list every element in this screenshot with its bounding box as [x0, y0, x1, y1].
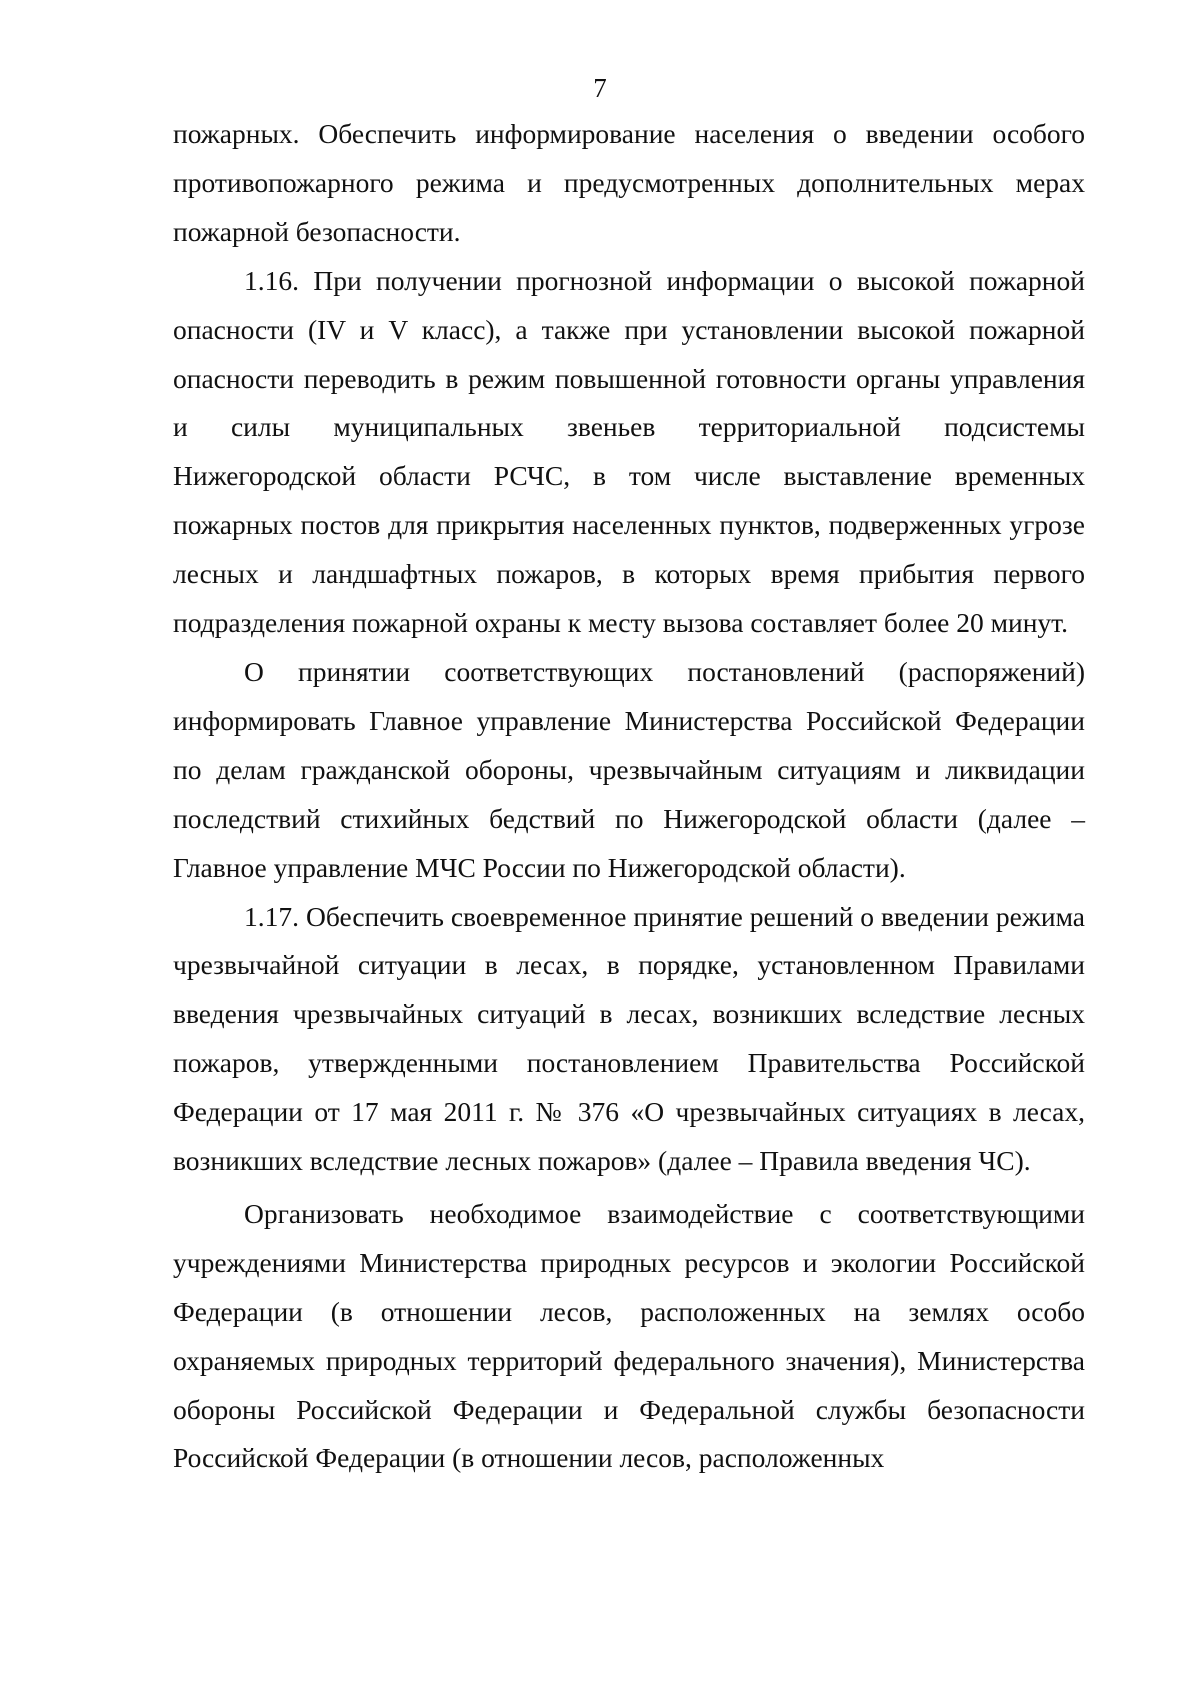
paragraph-1-16: 1.16. При получении прогнозной информации о высокой пожарной опасности (IV и V класс), а также при установлении высокой пожарной опасности переводить в режим повышенной готовности органы управления и силы муниципальных звеньев территориальной подсистемы Нижегородской области РСЧС, в том числе выставление временных пожарных постов для прикрытия населенных пунктов, подверженных угрозе лесных и ландшафтных пожаров, в которых время прибытия первого подразделения пожарной охраны к месту вызова составляет более 20 минут. [173, 264, 1085, 639]
paragraph-interaction: Организовать необходимое взаимодействие с соответствующими учреждениями Министерства природных ресурсов и экологии Российской Федерации (в отношении лесов, расположенных на землях особо охраняемых природных территорий федерального значения), Министерства обороны Российской Федерации и Федеральной службы безопасности Российской Федерации (в отношении лесов, расположенных [173, 1197, 1085, 1474]
paragraph-1-17: 1.17. Обеспечить своевременное принятие решений о введении режима чрезвычайной ситуации в лесах, в порядке, установленном Правилами введения чрезвычайных ситуаций в лесах, возникших вследствие лесных пожаров, утвержденными постановлением Правительства Российской Федерации от 17 мая 2011 г. № 376 «О чрезвычайных ситуациях в лесах, возникших вследствие лесных пожаров» (далее – Правила введения ЧС). [173, 900, 1085, 1177]
document-body [173, 110, 1085, 1483]
paragraph-notification: О принятии соответствующих постановлений (распоряжений) информировать Главное управление Министерства Российской Федерации по делам гражданской обороны, чрезвычайным ситуациям и ликвидации последствий стихийных бедствий по Нижегородской области (далее – Главное управление МЧС России по Нижегородской области). [173, 655, 1085, 883]
paragraph-continuation: пожарных. Обеспечить информирование населения о введении особого противопожарного режима и предусмотренных дополнительных мерах пожарной безопасности. [173, 118, 1085, 247]
page-number: 7 [593, 73, 607, 103]
